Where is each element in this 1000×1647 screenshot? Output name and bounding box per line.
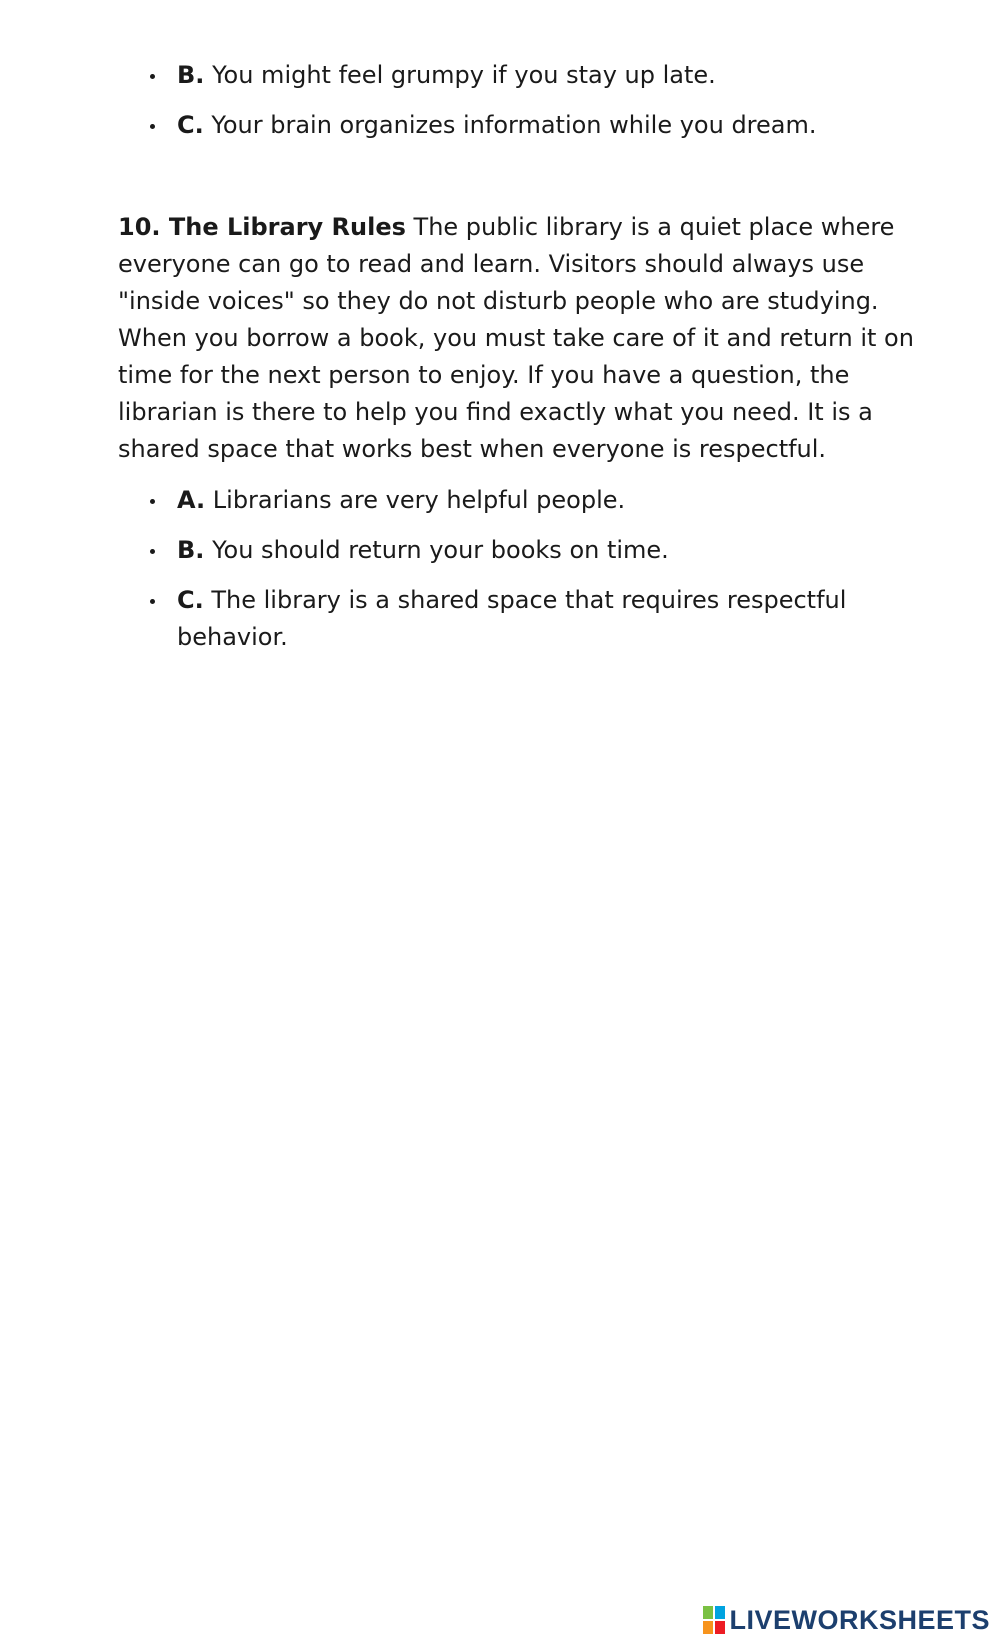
option-text: The library is a shared space that requires respectful behavior. [177,586,847,651]
option-letter: C. [177,586,204,614]
passage-text: The public library is a quiet place where everyone can go to read and learn. Visitors should always use "inside voices" so they do not disturb people who are studying. When you borrow a book, you must take care of it and return it on time for the next person to enjoy. If you have a question, the librarian is there to help you find exactly what you need. It is a shared space that works best when everyone is respectful. [118,213,914,463]
answer-option-b[interactable] [118,532,938,569]
answer-option-a[interactable] [118,482,938,519]
option-letter: B. [177,61,205,89]
logo-square-red [715,1621,725,1634]
answer-option-c[interactable] [118,107,938,144]
question-10-passage [118,209,938,468]
option-letter: A. [177,486,206,514]
question-title: 10. The Library Rules [118,213,406,241]
logo-square-blue [715,1606,725,1619]
option-letter: B. [177,536,205,564]
previous-question-options [118,57,938,157]
option-text: You might feel grumpy if you stay up late. [212,61,716,89]
option-text: Your brain organizes information while you dream. [211,111,817,139]
option-letter: C. [177,111,204,139]
liveworksheets-logo [703,1603,990,1637]
option-text: Librarians are very helpful people. [212,486,626,514]
logo-square-green [703,1606,713,1619]
option-text: You should return your books on time. [212,536,669,564]
question-10-options [118,482,938,669]
answer-option-b[interactable] [118,57,938,94]
logo-icon [703,1606,725,1634]
answer-option-c[interactable] [118,582,938,656]
logo-square-orange [703,1621,713,1634]
logo-text: LIVEWORKSHEETS [729,1604,990,1635]
